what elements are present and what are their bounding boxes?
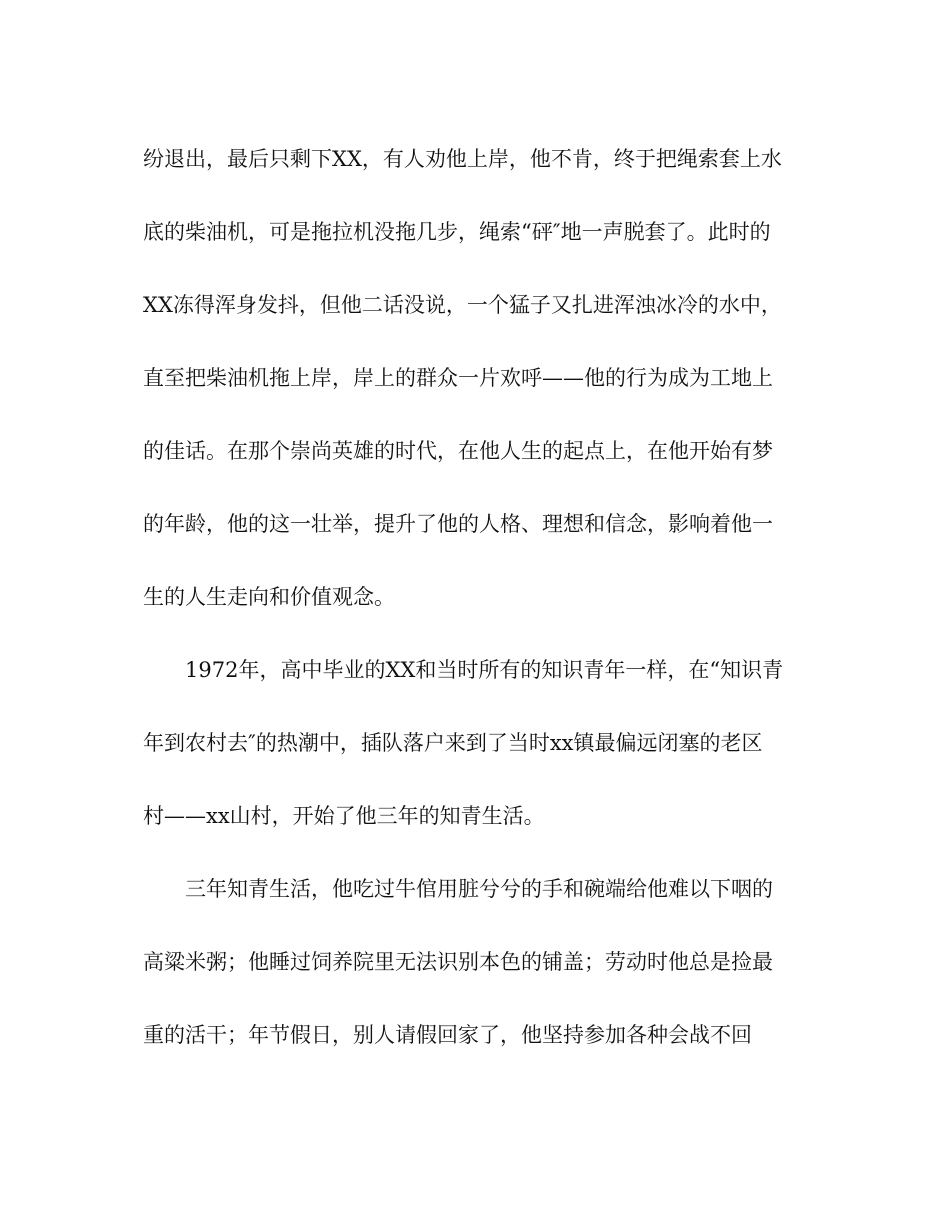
- body-text: [143, 138, 808, 1087]
- text-line: 生的人生走向和价值观念。: [143, 585, 395, 609]
- text-line: 的年龄，他的这一壮举，提升了他的人格、理想和信念，影响着他一: [143, 512, 773, 536]
- text-line: 底的柴油机，可是拖拉机没拖几步，绳索“砰″地一声脱套了。此时的: [143, 220, 771, 244]
- text-line: 直至把柴油机拖上岸，岸上的群众一片欢呼——他的行为成为工地上: [143, 366, 773, 390]
- text-line: 重的活干；年节假日，别人请假回家了，他坚持参加各种会战不回: [143, 1023, 752, 1047]
- text-line: 年到农村去″的热潮中，插队落户来到了当时xx镇最偏远闭塞的老区: [143, 731, 763, 755]
- paragraph-start-line: 三年知青生活，他吃过牛倌用脏兮兮的手和碗端给他难以下咽的: [185, 877, 773, 901]
- text-line: XX冻得浑身发抖，但他二话没说，一个猛子又扎进浑浊冰冷的水中，: [143, 293, 782, 317]
- text-line: 的佳话。在那个崇尚英雄的时代，在他人生的起点上，在他开始有梦: [143, 439, 773, 463]
- text-line: 村——xx山村，开始了他三年的知青生活。: [143, 804, 545, 828]
- text-line: 高粱米粥；他睡过饲养院里无法识别本色的铺盖；劳动时他总是捡最: [143, 950, 773, 974]
- text-line: 纷退出，最后只剩下XX，有人劝他上岸，他不肯，终于把绳索套上水: [143, 147, 782, 171]
- paragraph-start-line: 1972年，高中毕业的XX和当时所有的知识青年一样，在“知识青: [185, 658, 784, 682]
